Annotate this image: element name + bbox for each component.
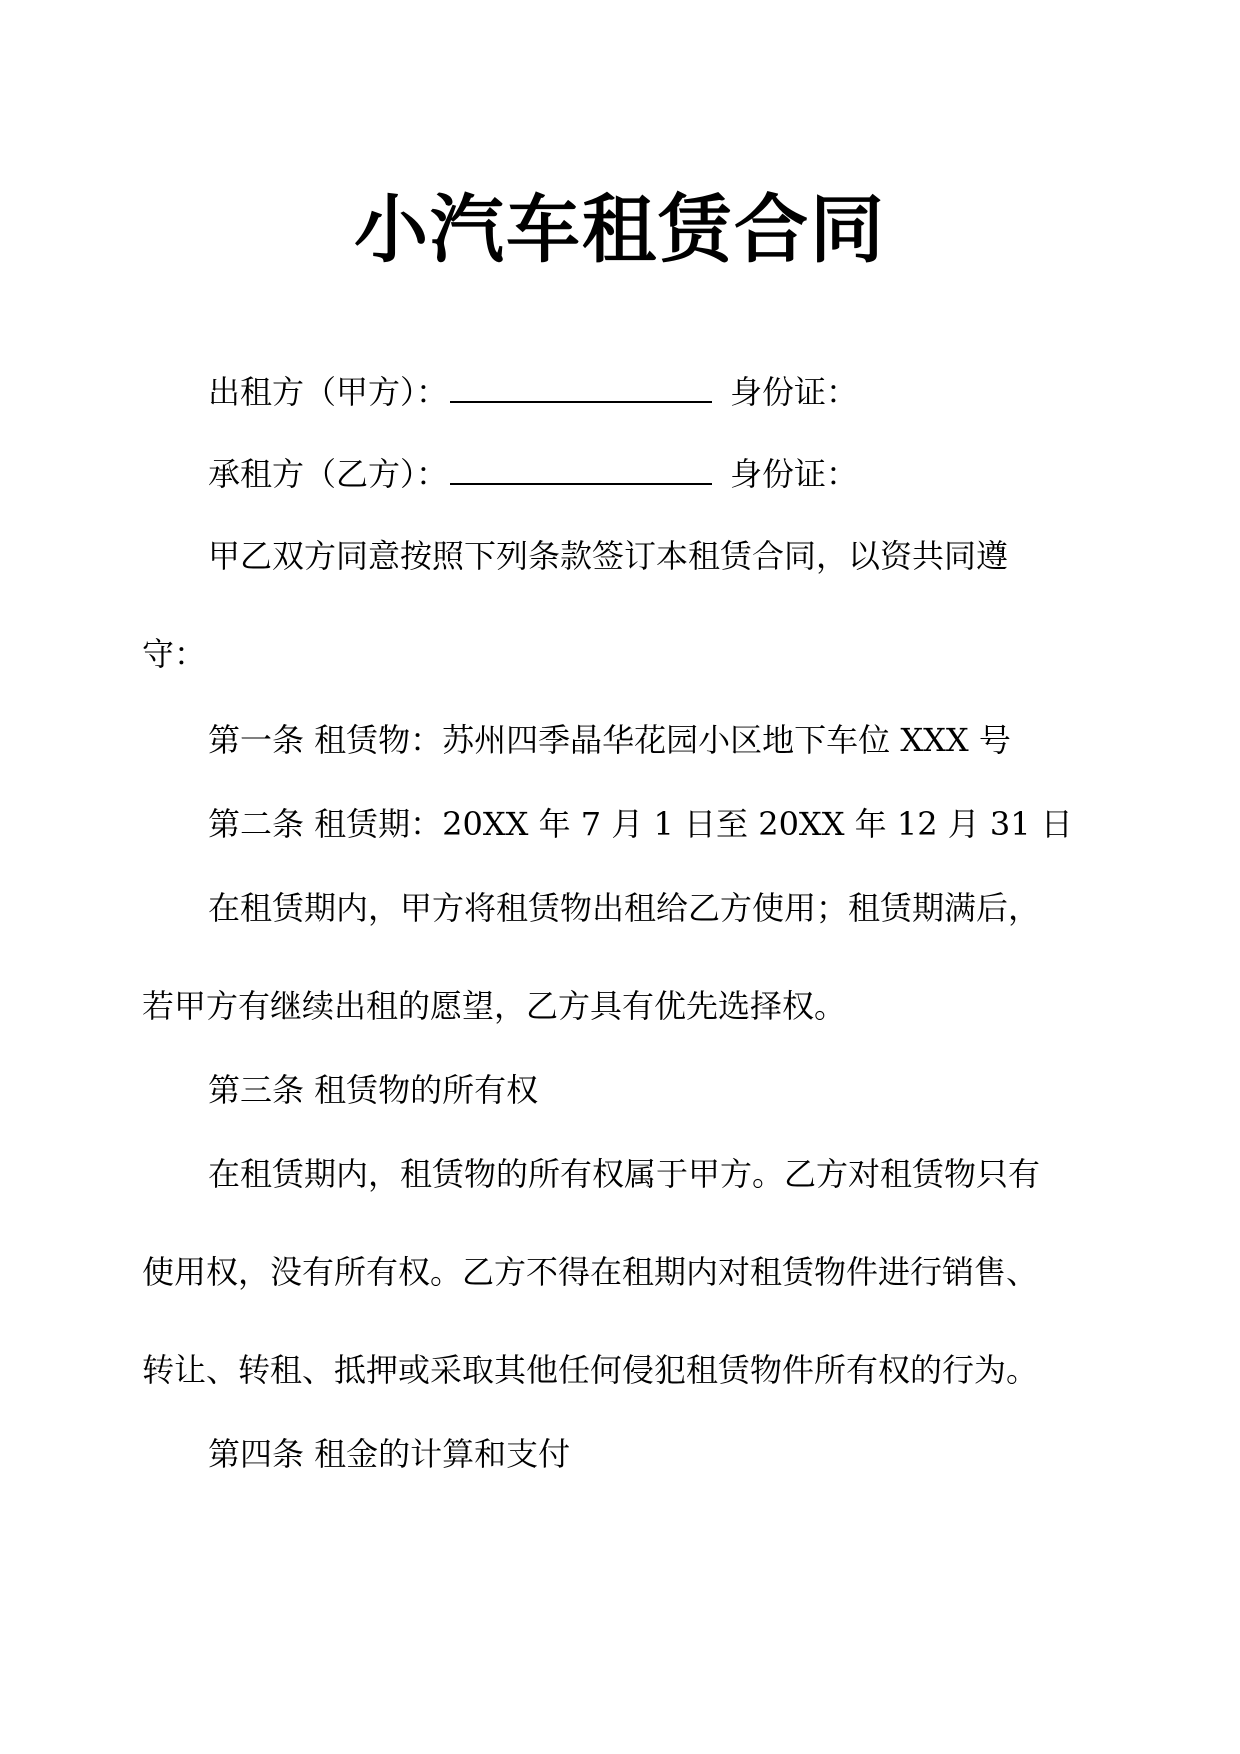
article-3-body-line-3: 转让、转租、抵押或采取其他任何侵犯租赁物件所有权的行为。: [142, 1351, 1039, 1389]
lessee-label: 承租方（乙方）：: [208, 455, 449, 493]
intro-line-2: 守：: [142, 635, 207, 673]
lessor-line: [208, 370, 858, 414]
document-title: 小汽车租赁合同: [354, 187, 886, 273]
lessee-id-label: 身份证：: [730, 455, 859, 493]
article-2: 第二条 租赁期：20XX 年 7 月 1 日至 20XX 年 12 月 31 日: [208, 805, 1073, 843]
lessor-label: 出租方（甲方）：: [208, 373, 449, 411]
article-2-body-line-2: 若甲方有继续出租的愿望，乙方具有优先选择权。: [142, 987, 847, 1025]
lessee-line: [208, 452, 858, 496]
article-3-body-line-1: 在租赁期内，租赁物的所有权属于甲方。乙方对租赁物只有: [208, 1155, 1041, 1193]
article-3: 第三条 租赁物的所有权: [208, 1071, 539, 1109]
lessor-name-blank[interactable]: [450, 371, 712, 403]
article-3-body-line-2: 使用权，没有所有权。乙方不得在租期内对租赁物件进行销售、: [142, 1253, 1039, 1291]
intro-line-1: 甲乙双方同意按照下列条款签订本租赁合同，以资共同遵: [208, 537, 1009, 575]
article-4: 第四条 租金的计算和支付: [208, 1435, 571, 1473]
article-1: 第一条 租赁物：苏州四季晶华花园小区地下车位 XXX 号: [208, 721, 1011, 759]
article-2-body-line-1: 在租赁期内，甲方将租赁物出租给乙方使用；租赁期满后，: [208, 889, 1041, 927]
lessor-id-label: 身份证：: [730, 373, 859, 411]
lessee-name-blank[interactable]: [450, 453, 712, 485]
